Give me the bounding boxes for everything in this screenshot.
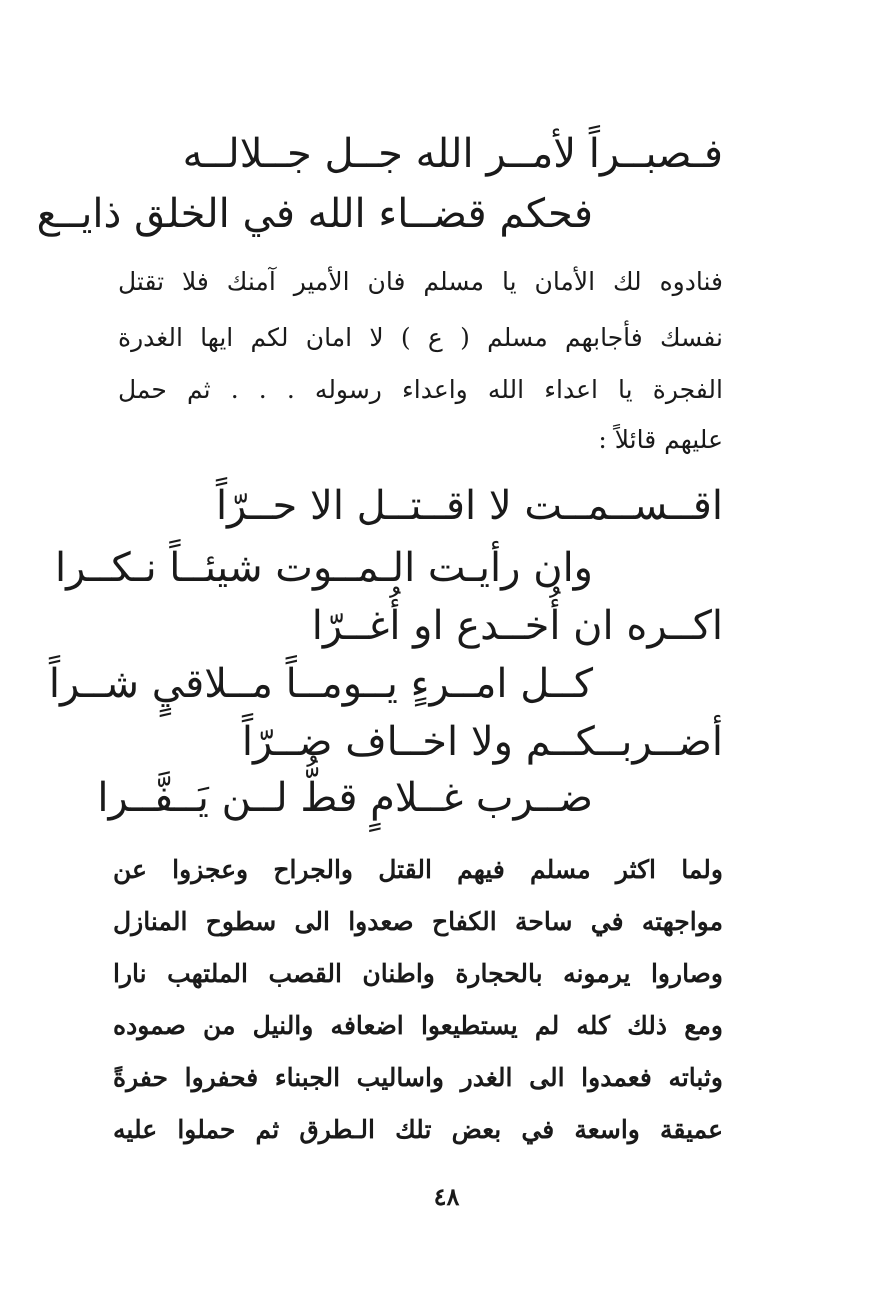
page-number: ٤٨ [433,1182,460,1211]
verse-line: فحكم قضــاء الله في الخلق ذايــع [36,191,593,237]
verse-line: ضــرب غــلامٍ قطُّ لــن يَــفَّــرا [97,775,593,821]
verse-line: اقــســمــت لا اقــتــل الا حــرّاً [215,483,723,529]
prose-line: ومع ذلك كله لم يستطيعوا اضعافه والنيل من صموده [113,1011,723,1040]
prose-line: وصاروا يرمونه بالحجارة واطنان القصب الملتهب نارا [113,959,723,988]
prose-line: عميقة واسعة في بعض تلك الـطرق ثم حملوا عليه [113,1115,723,1144]
verse-line: كــل امــرءٍ يــومــاً مــلاقيٍ شــراً [48,661,593,707]
prose-line: مواجهته في ساحة الكفاح صعدوا الى سطوح المنازل [113,907,723,936]
verse-line: فـصبــراً لأمــر الله جــل جــلالــه [182,131,723,177]
prose-line: عليهم قائلاً : [598,425,723,454]
prose-line: الفجرة يا اعداء الله واعداء رسوله . . . ثم حمل [118,375,723,404]
verse-line: وان رأيـت الـمــوت شيئــاً نـكــرا [55,545,593,591]
prose-line: نفسك فأجابهم مسلم ( ع ) لا امان لكم ايها الغدرة [118,323,723,352]
prose-line: فنادوه لك الأمان يا مسلم فان الأمير آمنك فلا تقتل [118,267,723,296]
prose-line: ولما اكثر مسلم فيهم القتل والجراح وعجزوا عن [113,855,723,884]
verse-line: أضــربــكــم ولا اخــاف ضــرّاً [241,719,723,765]
verse-line: اكــره ان أُخــدع او أُغــرّا [311,603,723,649]
prose-line: وثباته فعمدوا الى الغدر واساليب الجبناء فحفروا حفرةً [113,1063,723,1092]
